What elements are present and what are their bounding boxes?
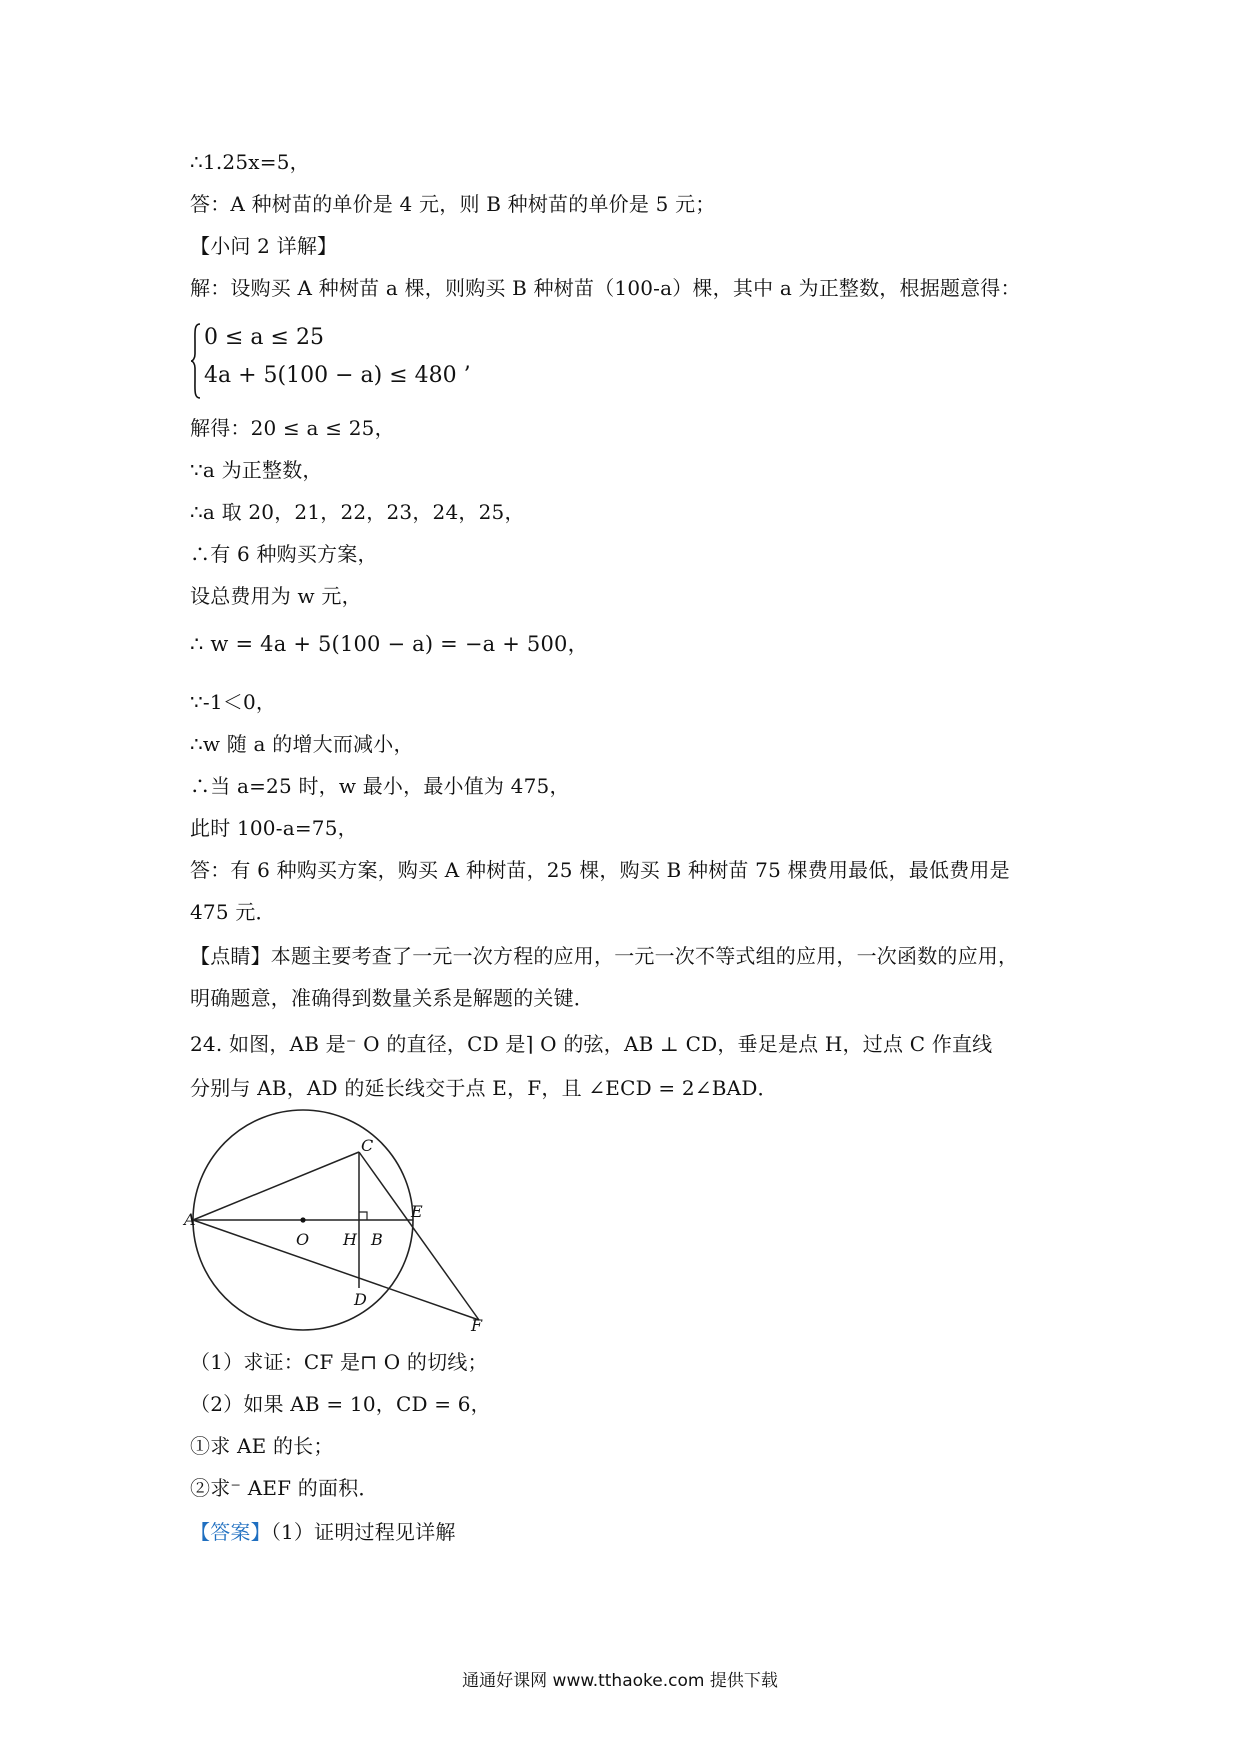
text-line: ∴当 a=25 时，w 最小，最小值为 475， <box>190 774 570 798</box>
text-line: 答：A 种树苗的单价是 4 元，则 B 种树苗的单价是 5 元； <box>190 192 716 216</box>
text-line: 此时 100-a=75， <box>190 816 358 840</box>
section-heading: 【小问 2 详解】 <box>190 234 338 258</box>
label-c: C <box>361 1136 374 1155</box>
label-h: H <box>343 1230 357 1249</box>
sub-question: ①求 AE 的长； <box>190 1434 334 1458</box>
label-a: A <box>184 1210 196 1229</box>
equation-line: ∴ w = 4a + 5(100 − a) = −a + 500， <box>190 632 589 656</box>
text-line: 解：设购买 A 种树苗 a 棵，则购买 B 种树苗（100-a）棵，其中 a 为正整数，根据题意得： <box>190 276 1021 300</box>
sub-question: ②求⁻ AEF 的面积． <box>190 1476 379 1500</box>
text-line: ∴w 随 a 的增大而减小， <box>190 732 414 756</box>
text-line: ∵a 为正整数， <box>190 458 323 482</box>
inequality-row-1: 0 ≤ a ≤ 25 <box>204 325 324 350</box>
text-line: ∵-1＜0， <box>190 690 277 714</box>
geometry-figure <box>184 1136 490 1335</box>
text-line: 明确题意，准确得到数量关系是解题的关键． <box>190 986 594 1010</box>
inequality-row-2: 4a + 5(100 − a) ≤ 480 ’ <box>204 363 471 388</box>
label-e: E <box>411 1202 423 1221</box>
text-line: 设总费用为 w 元， <box>190 584 362 608</box>
question-title: 分别与 AB，AD 的延长线交于点 E，F，且 ∠ECD = 2∠BAD． <box>190 1076 778 1100</box>
answer-line <box>190 1518 456 1546</box>
answer-text: （1）证明过程见详解 <box>270 1520 456 1544</box>
text-line: ∴a 取 20，21，22，23，24，25， <box>190 500 525 524</box>
sub-question: （1）求证：CF 是⊓ O 的切线； <box>190 1350 488 1374</box>
text-line: ∴1.25x=5， <box>190 150 310 174</box>
segment-ac <box>193 1152 359 1220</box>
text-line: 解得：20 ≤ a ≤ 25， <box>190 416 395 440</box>
question-title: 24. 如图，AB 是⁻ O 的直径，CD 是⌉ O 的弦，AB ⊥ CD，垂足是点 H，过点 C 作直线 <box>190 1032 993 1056</box>
center-point <box>300 1217 305 1222</box>
text-line: 【点睛】本题主要考查了一元一次方程的应用，一元一次不等式组的应用，一次函数的应用， <box>190 944 1019 968</box>
label-o: O <box>296 1230 310 1249</box>
inequality-system <box>190 322 490 402</box>
text-line: 475 元． <box>190 900 276 924</box>
brace-icon <box>190 322 202 400</box>
answer-label: 【答案】 <box>190 1520 271 1544</box>
text-line: 答：有 6 种购买方案，购买 A 种树苗，25 棵，购买 B 种树苗 75 棵费用最低，最低费用是 <box>190 858 1010 882</box>
text-line: ∴有 6 种购买方案， <box>190 542 378 566</box>
label-f: F <box>471 1316 483 1335</box>
label-b: B <box>371 1230 383 1249</box>
footer-watermark: 通通好课网 www.tthaoke.com 提供下载 <box>462 1671 778 1691</box>
segment-af <box>193 1220 479 1320</box>
right-angle-mark <box>359 1212 367 1220</box>
label-d: D <box>354 1290 367 1309</box>
sub-question: （2）如果 AB = 10，CD = 6， <box>190 1392 491 1416</box>
